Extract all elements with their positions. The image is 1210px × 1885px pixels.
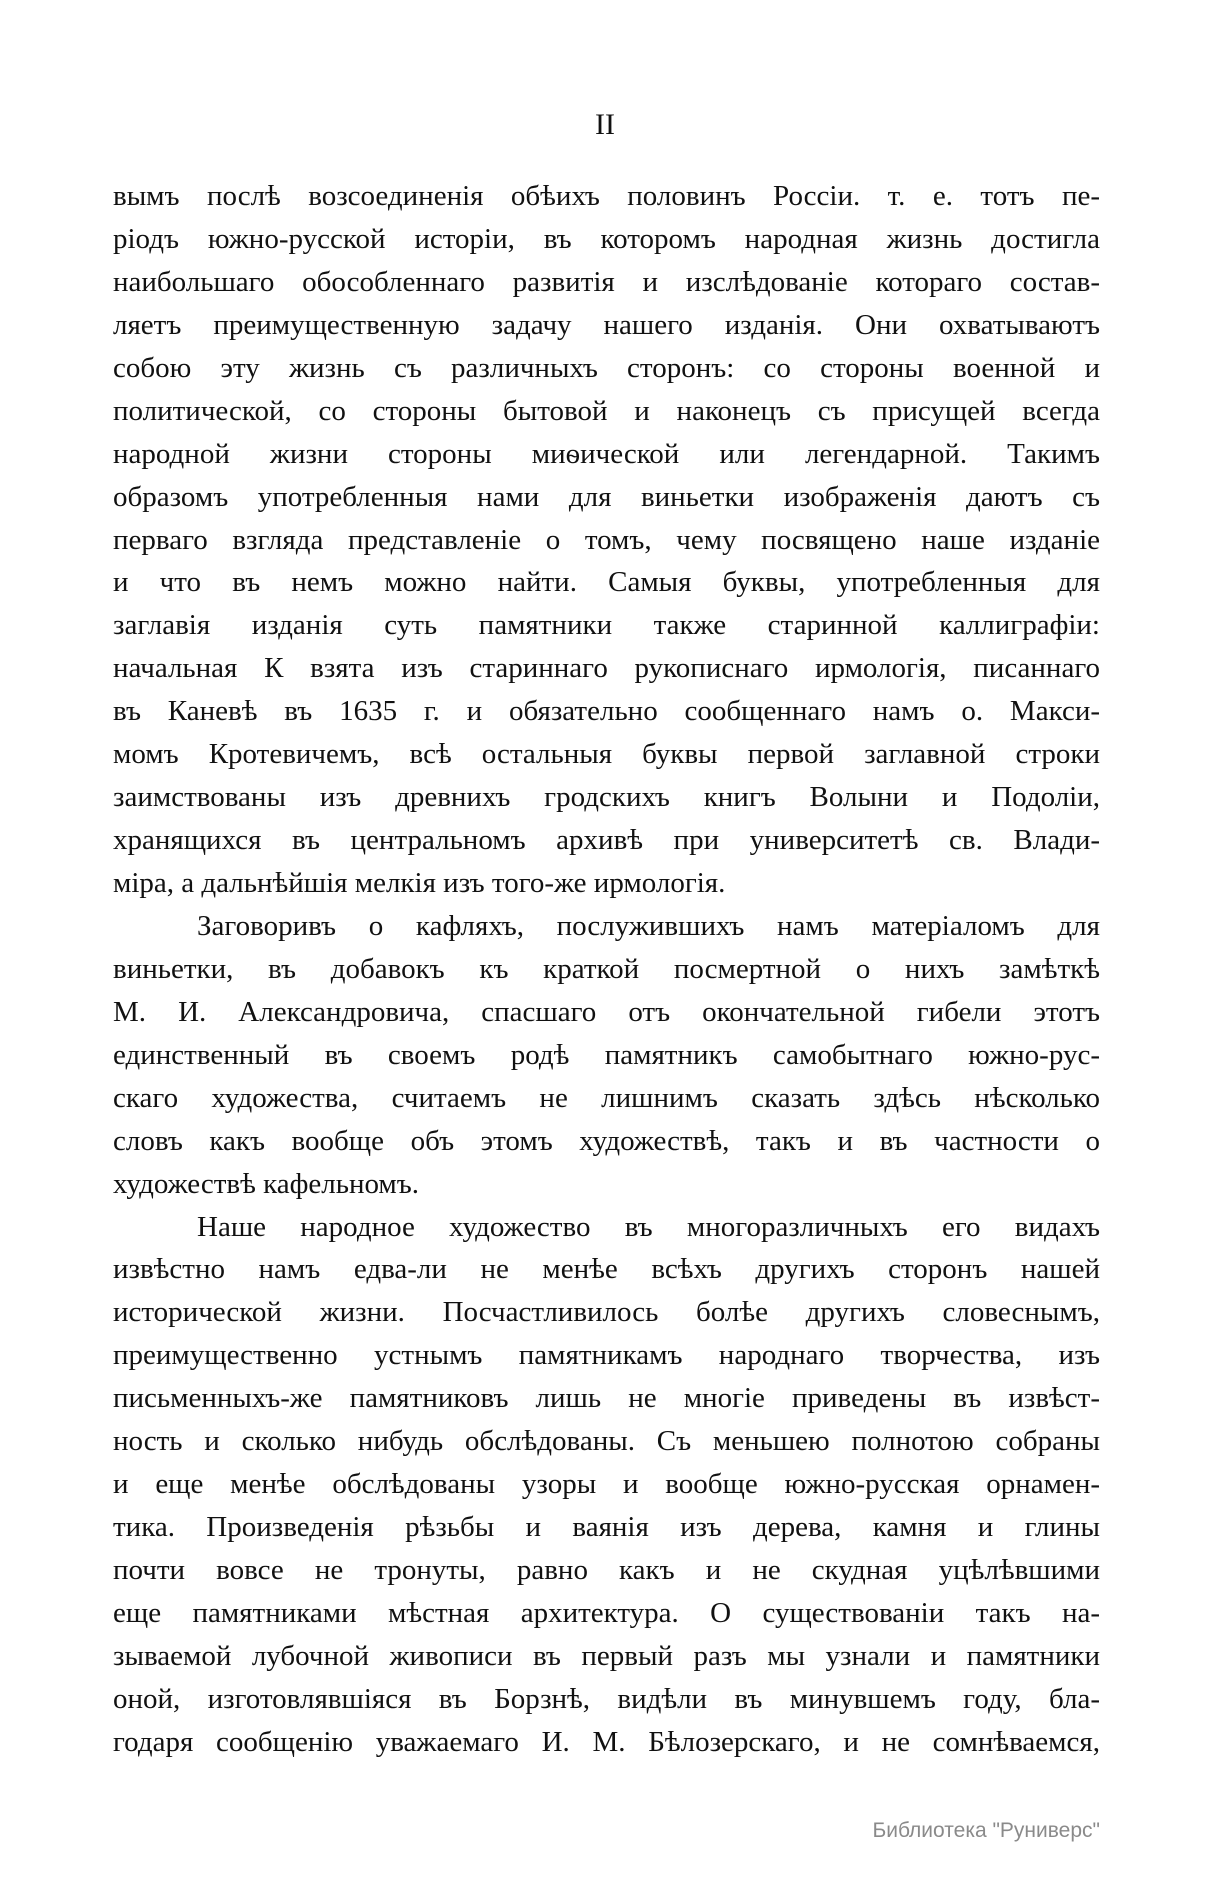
text-line: и что въ немъ можно найти. Самыя буквы, употребленныя для	[113, 566, 1100, 599]
text-line: заимствованы изъ древнихъ гродскихъ книгъ Волыни и Подоліи,	[113, 781, 1100, 814]
text-line: ляетъ преимущественную задачу нашего изданія. Они охватываютъ	[113, 308, 1100, 341]
text-line: наибольшаго обособленнаго развитія и изслѣдованіе котораго состав-	[113, 265, 1100, 298]
text-line: художествѣ кафельномъ.	[113, 1167, 420, 1200]
text-line: политической, со стороны бытовой и наконецъ съ присущей всегда	[113, 394, 1100, 427]
text-line: М. И. Александровича, спасшаго отъ окончательной гибели этотъ	[113, 995, 1100, 1028]
text-line: міра, а дальнѣйшія мелкія изъ того-же ирмологія.	[113, 867, 726, 899]
paragraph	[113, 175, 1100, 905]
text-line: собою эту жизнь съ различныхъ сторонъ: со стороны военной и	[113, 351, 1100, 384]
text-line: хранящихся въ центральномъ архивѣ при университетѣ св. Влади-	[113, 824, 1100, 857]
text-line: преимущественно устнымъ памятникамъ народнаго творчества, изъ	[113, 1339, 1100, 1372]
text-line: исторической жизни. Посчастливилось болѣе другихъ словеснымъ,	[113, 1296, 1100, 1329]
text-line: заглавія изданія суть памятники также старинной каллиграфіи:	[113, 609, 1100, 642]
text-line: ріодъ южно-русской исторіи, въ которомъ народная жизнь достигла	[113, 222, 1100, 255]
text-line: годаря сообщенію уважаемаго И. М. Бѣлозерскаго, и не сомнѣваемся,	[113, 1725, 1100, 1758]
text-line: словъ какъ вообще объ этомъ художествѣ, такъ и въ частности о	[113, 1124, 1100, 1157]
text-line: виньетки, въ добавокъ къ краткой посмертной о нихъ замѣткѣ	[113, 952, 1100, 985]
text-line: народной жизни стороны миѳической или легендарной. Такимъ	[113, 437, 1100, 470]
library-watermark: Библиотека "Руниверс"	[872, 1819, 1100, 1842]
paragraph	[113, 1206, 1100, 1764]
text-line: зываемой лубочной живописи въ первый разъ мы узнали и памятники	[113, 1639, 1100, 1672]
paragraph	[113, 905, 1100, 1206]
text-line: вымъ послѣ возсоединенія обѣихъ половинъ Россіи. т. е. тотъ пе-	[113, 180, 1100, 212]
text-line: Заговоривъ о кафляхъ, послужившихъ намъ матеріаломъ для	[197, 909, 1100, 942]
text-line: скаго художества, считаемъ не лишнимъ сказать здѣсь нѣсколько	[113, 1081, 1100, 1114]
text-line: и еще менѣе обслѣдованы узоры и вообще южно-русская орнамен-	[113, 1468, 1100, 1501]
text-line: момъ Кротевичемъ, всѣ остальныя буквы первой заглавной строки	[113, 738, 1100, 771]
text-line: еще памятниками мѣстная архитектура. О существованіи такъ на-	[113, 1596, 1100, 1629]
text-line: единственный въ своемъ родѣ памятникъ самобытнаго южно-рус-	[113, 1038, 1100, 1071]
text-line: почти вовсе не тронуты, равно какъ и не скудная уцѣлѣвшими	[113, 1554, 1100, 1586]
text-line: начальная К взята изъ стариннаго рукописнаго ирмологія, писаннаго	[113, 652, 1100, 685]
page-number: II	[595, 108, 615, 141]
text-line: Наше народное художество въ многоразличныхъ его видахъ	[197, 1210, 1100, 1243]
text-line: перваго взгляда представленіе о томъ, чему посвящено наше изданіе	[113, 523, 1100, 556]
text-line: извѣстно намъ едва-ли не менѣе всѣхъ другихъ сторонъ нашей	[113, 1253, 1100, 1286]
body-text	[113, 175, 1100, 1764]
text-line: оной, изготовлявшіяся въ Борзнѣ, видѣли въ минувшемъ году, бла-	[113, 1682, 1100, 1715]
text-line: письменныхъ-же памятниковъ лишь не многіе приведены въ извѣст-	[113, 1382, 1100, 1415]
text-line: тика. Произведенія рѣзьбы и ваянія изъ дерева, камня и глины	[113, 1511, 1100, 1544]
text-line: образомъ употребленныя нами для виньетки изображенія даютъ съ	[113, 480, 1100, 513]
text-line: въ Каневѣ въ 1635 г. и обязательно сообщеннаго намъ о. Макси-	[113, 695, 1100, 728]
text-line: ность и сколько нибудь обслѣдованы. Съ меньшею полнотою собраны	[113, 1425, 1100, 1458]
